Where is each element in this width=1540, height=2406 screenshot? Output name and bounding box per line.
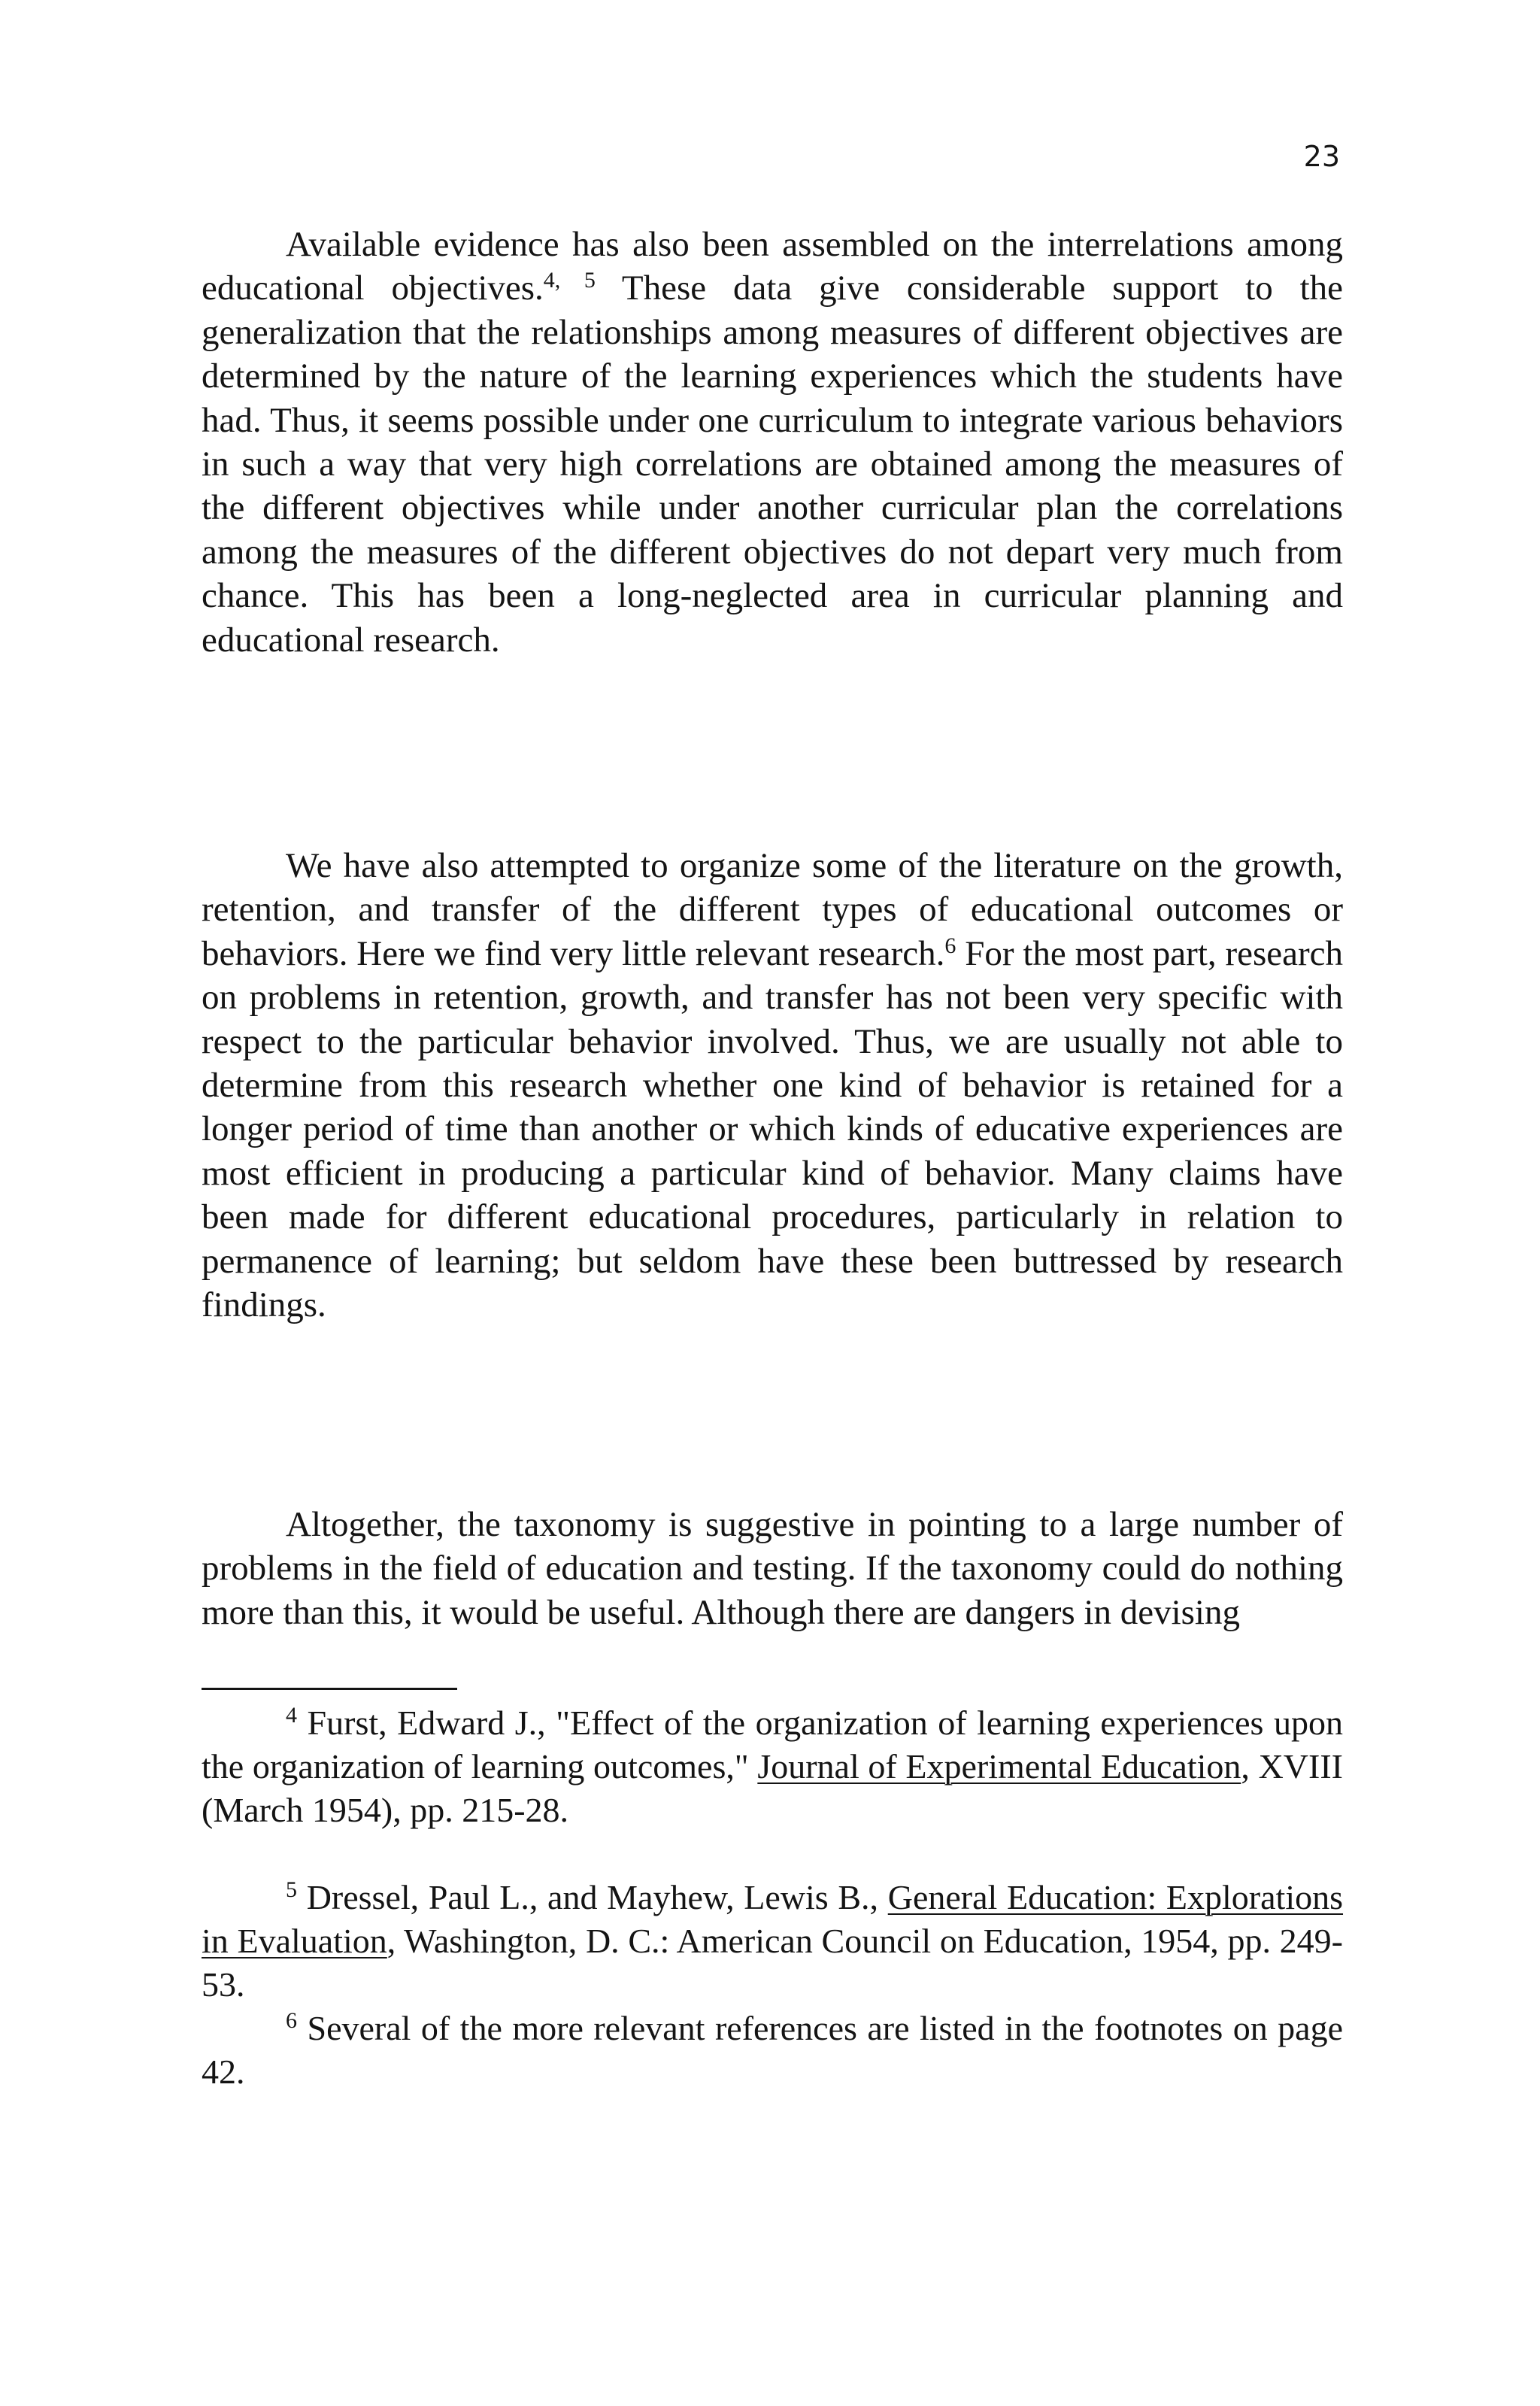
footnote-marker: 6: [286, 2008, 297, 2033]
paragraph-interrelations: [202, 223, 1343, 662]
footnote-marker: 5: [286, 1877, 297, 1902]
footnote-4: [202, 1701, 1343, 1832]
footnote-5: [202, 1876, 1343, 2007]
footnote-text: , Washington, D. C.: American Council on Education, 1954, pp. 249-53.: [202, 1922, 1343, 2004]
paragraph-text: We have also attempted to organize some of the literature on the growth, retention, and transfer of the different types of educational outcomes or behaviors. Here we find very little relevant research.: [202, 846, 1343, 973]
book-title: General Education: Explorations in Evaluation: [202, 1878, 1344, 1960]
paragraph-growth-retention-transfer: [202, 844, 1343, 1327]
paragraph-text: Available evidence has also been assembled on the interrelations among educational objectives.: [202, 225, 1343, 308]
footnote-marker: 4: [286, 1703, 297, 1728]
page-number: 23: [1303, 140, 1340, 173]
footnote-6: [202, 2007, 1343, 2094]
footnote-text: Furst, Edward J., "Effect of the organization of learning experiences upon the organization of learning outcomes,": [202, 1704, 1344, 1786]
footnote-separator: [202, 1688, 457, 1690]
paragraph-text: For the most part, research on problems in retention, growth, and transfer has not been very specific with respect to the particular behavior involved. Thus, we are usually not able to determine from this research whether one kind of behavior is retained for a longer period of time than another or which kinds of educative experiences are most efficient in producing a particular kind of behavior. Many claims have been made for different educational procedures, particularly in relation to permanence of learning; but seldom have these been buttressed by research findings.: [202, 933, 1343, 1325]
journal-title: Journal of Experimental Education: [757, 1747, 1241, 1786]
footnote-text: , XVIII (March 1954), pp. 215-28.: [202, 1747, 1343, 1829]
footnote-reference: 6: [944, 933, 956, 958]
paragraph-taxonomy-suggestive: Altogether, the taxonomy is suggestive in pointing to a large number of problems in the field of education and testing. If the taxonomy could do nothing more than this, it would be useful. Although there are dangers in devising: [202, 1505, 1343, 1632]
paragraph-text: These data give considerable support to the generalization that the relationships among measures of different objectives are determined by the nature of the learning experiences which the students have had. Thus, it seems possible under one curriculum to integrate various behaviors in such a way that very high correlations are obtained among the measures of the different objectives while under another curricular plan the correlations among the measures of the different objectives do not depart very much from chance. This has been a long-neglected area in curricular planning and educational research.: [202, 269, 1343, 660]
footnote-text: Several of the more relevant references are listed in the footnotes on page 42.: [202, 2009, 1344, 2091]
footnote-text: Dressel, Paul L., and Mayhew, Lewis B.,: [306, 1878, 888, 1916]
footnote-reference: 4, 5: [543, 268, 596, 293]
